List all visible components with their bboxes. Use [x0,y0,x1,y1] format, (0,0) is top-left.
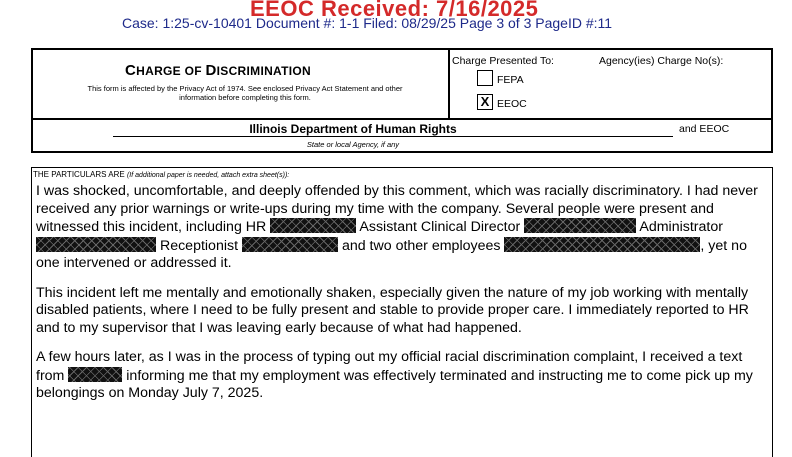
redaction-block [242,237,338,252]
particulars-label: THE PARTICULARS ARE (If additional paper is needed, attach extra sheet(s)): [33,170,290,179]
paragraph-2: This incident left me mentally and emotionally shaken, especially given the nature of my job working with mentally disabled patients, where I need to be fully present and stable to provide proper care. I immediately reported to HR and to my supervisor that I was leaving early because of what had happened. [36,284,749,336]
privacy-notice: This form is affected by the Privacy Act of 1974. See enclosed Privacy Act Statement and other information before completing this form. [87,84,403,102]
agency-name: Illinois Department of Human Rights [249,122,457,136]
redaction-block [68,367,122,382]
charge-presented-label: Charge Presented To: [452,55,554,67]
paragraph-3: A few hours later, as I was in the process of typing out my official racial discrimination complaint, I received a text from informing me that my employment was effectively terminated and instructing me to come pick up my belongings on Monday July 7, 2025. [36,349,753,401]
redaction-block [524,218,636,233]
agency-underline [113,136,673,137]
case-header: Case: 1:25-cv-10401 Document #: 1-1 Filed: 08/29/25 Page 3 of 3 PageID #:11 [122,15,613,31]
eeoc-checkbox[interactable]: X [477,94,493,110]
eeoc-received-stamp: EEOC Received: 7/16/2025 [250,0,539,21]
particulars-text [36,183,771,415]
state-agency-caption: State or local Agency, if any [306,140,400,149]
paragraph-1: I was shocked, uncomfortable, and deeply offended by this comment, which was racially discriminatory. I had never received any prior warnings or write-ups during my time with the company. Several people were present and witnessed this incident, including HR Assistant Clinical Director Administrator Receptionist and two other employees , yet no one intervened or addressed it. [36,183,758,271]
and-eeoc-label: and EEOC [679,123,730,135]
redaction-block [270,218,356,233]
form-title: CHARGE OF DISCRIMINATION [125,62,311,79]
redaction-block [504,237,700,252]
fepa-checkbox[interactable] [477,70,493,86]
column-divider [448,50,450,118]
charge-form-header [31,48,773,153]
eeoc-label: EEOC [497,98,527,110]
fepa-label: FEPA [497,74,524,86]
redaction-block [36,237,156,252]
agency-charge-label: Agency(ies) Charge No(s): [599,55,724,67]
form-divider [33,118,771,120]
